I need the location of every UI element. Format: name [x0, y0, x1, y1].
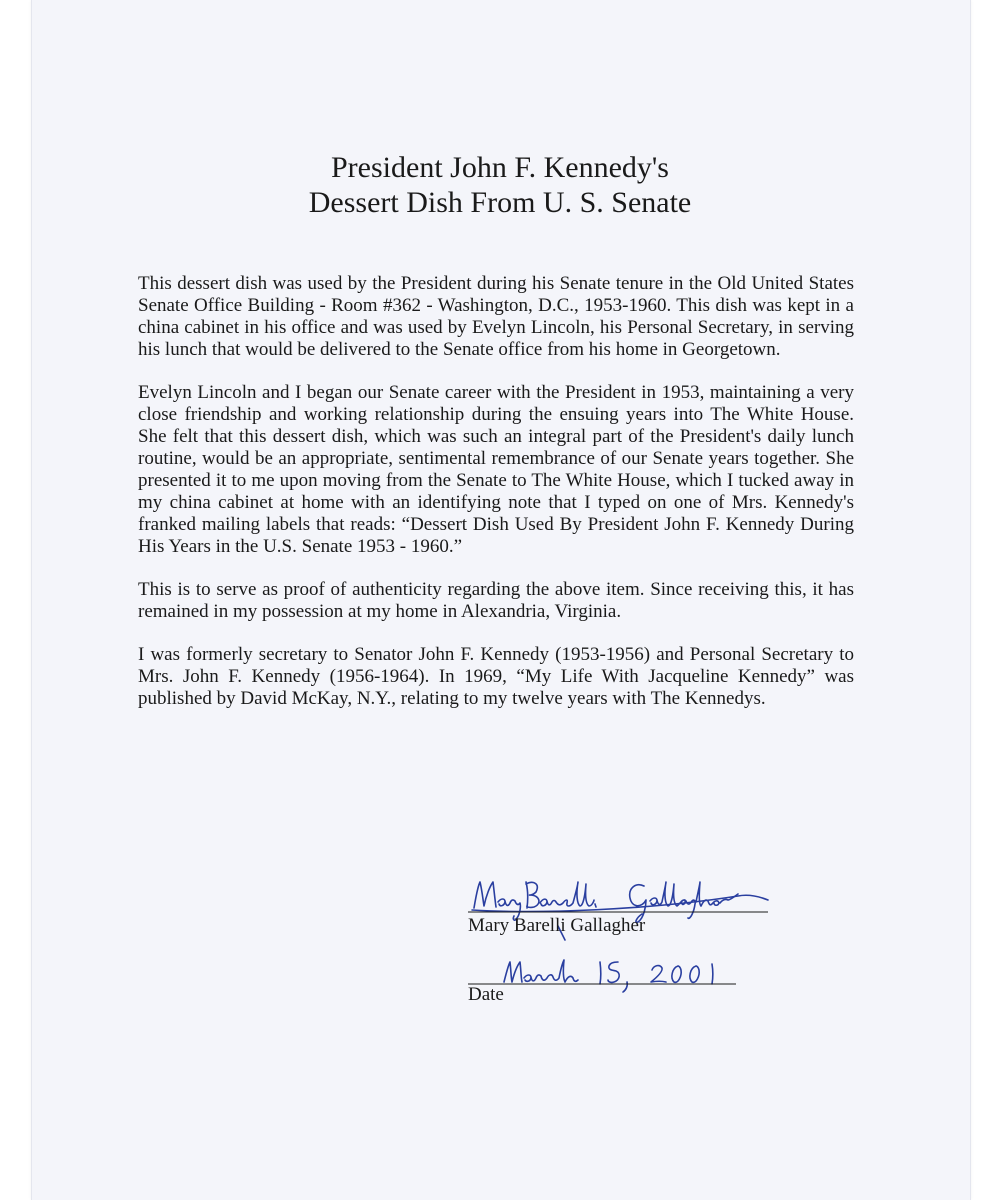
handwritten-date — [468, 900, 788, 1020]
title-line-2: Dessert Dish From U. S. Senate — [308, 186, 692, 219]
signature-block — [468, 870, 788, 1020]
date-label: Date — [468, 984, 504, 1005]
paragraph-provenance: This dessert dish was used by the President during his Senate tenure in the Old United States Senate Office Building - Room #362 - Washington, D.C., 1953-1960. This dish was kept in a china cabinet in his office and was used by Evelyn Lincoln, his Personal Secretary, in serving his lunch that would be delivered to the Senate office from his home in Georgetown. — [138, 273, 854, 360]
document-body — [138, 273, 854, 731]
printed-signer-name: Mary Barelli Gallagher — [468, 915, 646, 936]
title-line-1: President John F. Kennedy's — [331, 151, 669, 184]
paragraph-credentials: I was formerly secretary to Senator John F. Kennedy (1953-1956) and Personal Secretary to Mrs. John F. Kennedy (1956-1964). In 1969, “My Life With Jacqueline Kennedy” was published by David McKay, N.Y., relating to my twelve years with The Kennedys. — [138, 644, 854, 709]
paragraph-history: Evelyn Lincoln and I began our Senate career with the President in 1953, maintaining a very close friendship and working relationship during the ensuing years into The White House. She felt that this dessert dish, which was such an integral part of the President's daily lunch routine, would be an appropriate, sentimental remembrance of our Senate years together. She presented it to me upon moving from the Senate to The White House, which I tucked away in my china cabinet at home with an identifying note that I typed on one of Mrs. Kennedy's franked mailing labels that reads: “Dessert Dish Used By President John F. Kennedy During His Years in the U.S. Senate 1953 - 1960.” — [138, 382, 854, 557]
document-title — [0, 150, 1000, 220]
paragraph-authenticity: This is to serve as proof of authenticity regarding the above item. Since receiving this, it has remained in my possession at my home in Alexandria, Virginia. — [138, 579, 854, 622]
date-ink — [504, 960, 713, 992]
